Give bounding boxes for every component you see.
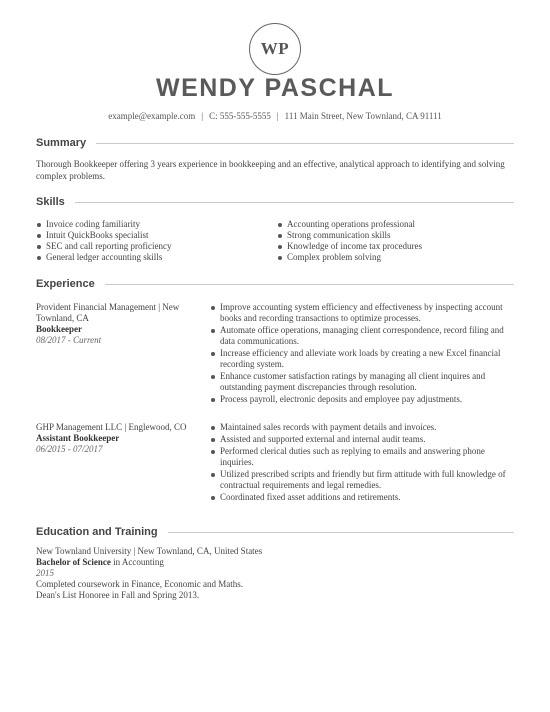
summary-heading — [36, 136, 514, 150]
summary-title: Summary — [36, 137, 87, 149]
education-heading — [36, 525, 514, 539]
job-bullet: Assisted and supported external and internal audit teams. — [210, 434, 515, 445]
job-bullet: Performed clerical duties such as replying to emails and answering phone inquiries. — [210, 446, 515, 468]
candidate-name: WENDY PASCHAL — [155, 74, 395, 102]
experience-heading — [36, 277, 514, 291]
skills-title: Skills — [36, 196, 65, 208]
skill-item: Invoice coding familiarity — [36, 219, 266, 230]
degree-name: Bachelor of Science — [36, 557, 111, 567]
skill-item: Knowledge of income tax procedures — [277, 241, 514, 252]
section-divider — [105, 284, 514, 285]
contact-phone: C: 555-555-5555 — [209, 111, 271, 121]
job-bullet: Enhance customer satisfaction ratings by managing all client inquires and outstanding payment discrepancies through resolution. — [210, 371, 515, 393]
education-entry — [36, 546, 514, 601]
job-info — [36, 422, 208, 455]
skill-item: Accounting operations professional — [277, 219, 514, 230]
job-bullet: Utilized prescribed scripts and friendly but firm attitude with full knowledge of contractual requirements and legal remedies. — [210, 469, 515, 491]
skills-left-list — [36, 219, 266, 263]
job-info — [36, 302, 208, 346]
job-company: GHP Management LLC | Englewood, CO — [36, 422, 187, 432]
experience-title: Experience — [36, 278, 95, 290]
job-bullet: Improve accounting system efficiency and effectiveness by inspecting account books and recording transactions to optimize processes. — [210, 302, 515, 324]
skill-item: Complex problem solving — [277, 252, 514, 263]
summary-text: Thorough Bookkeeper offering 3 years experience in bookkeeping and an effective, analytical approach to identifying and solving complex problems. — [36, 159, 505, 181]
job-bullet: Process payroll, electronic deposits and employee pay adjustments. — [210, 394, 515, 405]
job-bullets — [210, 302, 515, 406]
education-note: Dean's List Honoree in Fall and Spring 2013. — [36, 590, 200, 600]
contact-separator: | — [276, 111, 279, 121]
monogram-badge: WP — [249, 23, 301, 75]
skill-item: SEC and call reporting proficiency — [36, 241, 266, 252]
school-line: New Townland University | New Townland, CA, United States — [36, 546, 263, 556]
skill-item: Intuit QuickBooks specialist — [36, 230, 266, 241]
job-bullet: Increase efficiency and alleviate work loads by creating a new Excel financial recording system. — [210, 348, 515, 370]
contact-separator: | — [201, 111, 204, 121]
contact-line — [0, 111, 550, 121]
job-bullet: Coordinated fixed asset additions and retirements. — [210, 492, 515, 503]
job-bullets — [210, 422, 515, 504]
skills-right-list — [277, 219, 514, 263]
skills-heading — [36, 195, 514, 209]
education-note: Completed coursework in Finance, Economic and Maths. — [36, 579, 243, 589]
contact-address: 111 Main Street, New Townland, CA 91111 — [284, 111, 442, 121]
skill-item: Strong communication skills — [277, 230, 514, 241]
degree-field: in Accounting — [113, 557, 164, 567]
job-role: Bookkeeper — [36, 324, 82, 334]
job-role: Assistant Bookkeeper — [36, 433, 120, 443]
section-divider — [75, 202, 514, 203]
job-company: Provident Financial Management | New Townland, CA — [36, 302, 180, 323]
section-divider — [96, 143, 514, 144]
job-dates: 06/2015 - 07/2017 — [36, 444, 103, 454]
graduation-year: 2015 — [36, 568, 54, 578]
job-bullet: Maintained sales records with payment details and invoices. — [210, 422, 515, 433]
job-bullet: Automate office operations, managing client correspondence, record filing and data communications. — [210, 325, 515, 347]
section-divider — [168, 532, 514, 533]
contact-email[interactable]: example@example.com — [108, 111, 196, 121]
job-dates: 08/2017 - Current — [36, 335, 102, 345]
degree-line — [36, 557, 514, 568]
skill-item: General ledger accounting skills — [36, 252, 266, 263]
education-title: Education and Training — [36, 526, 158, 538]
